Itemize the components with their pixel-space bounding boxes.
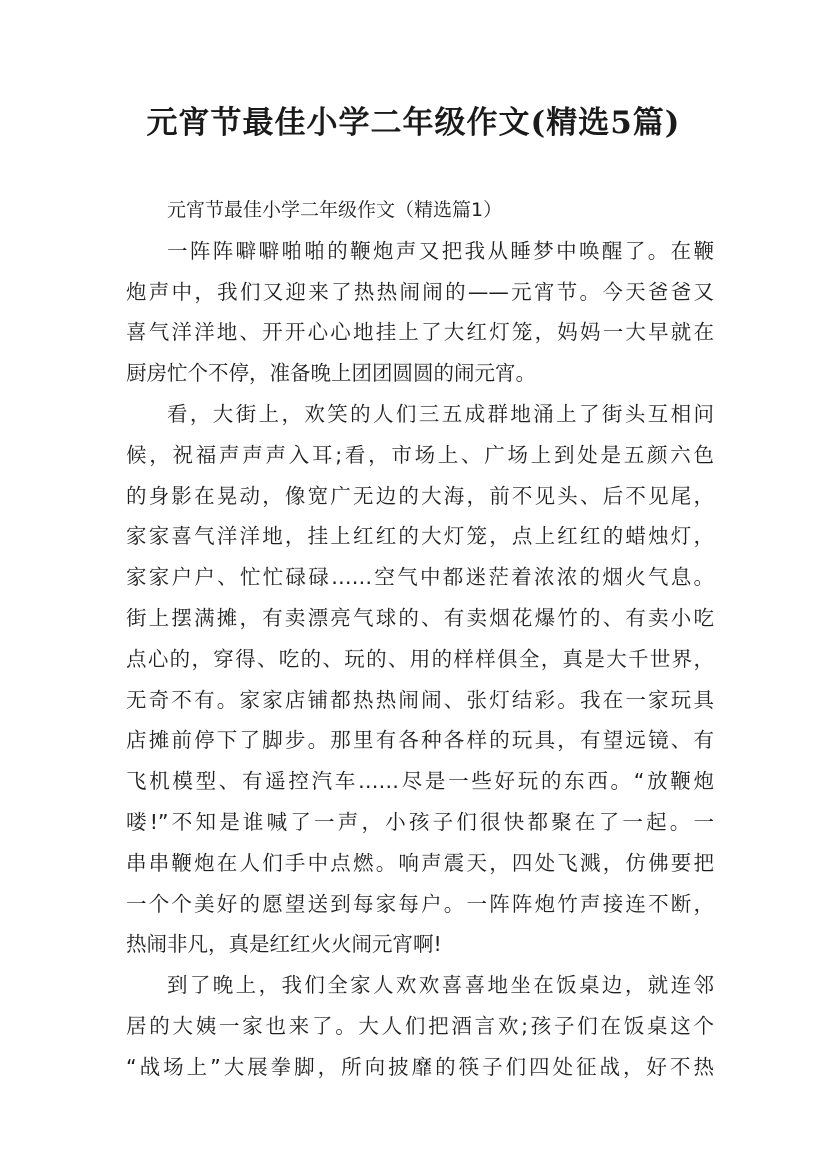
text-line: 一阵阵噼噼啪啪的鞭炮声又把我从睡梦中唤醒了。在鞭 (167, 238, 714, 263)
text-line: 热闹非凡，真是红红火火闹元宵啊! (126, 932, 442, 957)
text-line: “战场上”大展拳脚，所向披靡的筷子们四处征战，好不热 (126, 1054, 714, 1079)
text-line: 家家喜气洋洋地，挂上红红的大灯笼，点上红红的蜡烛灯， (126, 524, 714, 549)
text-line: 家家户户、忙忙碌碌……空气中都迷茫着浓浓的烟火气息。 (126, 565, 714, 590)
text-line: 无奇不有。家家店铺都热热闹闹、张灯结彩。我在一家玩具 (126, 687, 714, 712)
document-title: 元宵节最佳小学二年级作文(精选5篇) (146, 105, 681, 141)
text-line: 厨房忙个不停，准备晚上团团圆圆的闹元宵。 (126, 361, 536, 386)
essay-body (126, 190, 714, 1088)
essay-subheading: 元宵节最佳小学二年级作文（精选篇1） (167, 199, 503, 221)
text-line: 飞机模型、有遥控汽车……尽是一些好玩的东西。“放鞭炮 (126, 769, 714, 794)
text-line: 炮声中，我们又迎来了热热闹闹的——元宵节。今天爸爸又 (126, 279, 714, 304)
text-line: 喜气洋洋地、开开心心地挂上了大红灯笼，妈妈一大早就在 (126, 320, 714, 345)
text-line: 到了晚上，我们全家人欢欢喜喜地坐在饭桌边，就连邻 (167, 973, 714, 998)
text-line: 候，祝福声声声入耳;看，市场上、广场上到处是五颜六色 (126, 442, 714, 467)
text-line: 一个个美好的愿望送到每家每户。一阵阵炮竹声接连不断， (126, 891, 714, 916)
text-line: 串串鞭炮在人们手中点燃。响声震天，四处飞溅，仿佛要把 (126, 850, 714, 875)
text-line: 店摊前停下了脚步。那里有各种各样的玩具，有望远镜、有 (126, 728, 714, 753)
text-line: 看，大街上，欢笑的人们三五成群地涌上了街头互相问 (167, 401, 714, 426)
text-line: 点心的，穿得、吃的、玩的、用的样样俱全，真是大千世界， (126, 646, 714, 671)
text-line: 居的大姨一家也来了。大人们把酒言欢;孩子们在饭桌这个 (126, 1013, 714, 1038)
text-line: 街上摆满摊，有卖漂亮气球的、有卖烟花爆竹的、有卖小吃 (126, 605, 714, 630)
text-line: 的身影在晃动，像宽广无边的大海，前不见头、后不见尾， (126, 483, 714, 508)
text-line: 喽!”不知是谁喊了一声，小孩子们很快都聚在了一起。一 (126, 809, 714, 834)
